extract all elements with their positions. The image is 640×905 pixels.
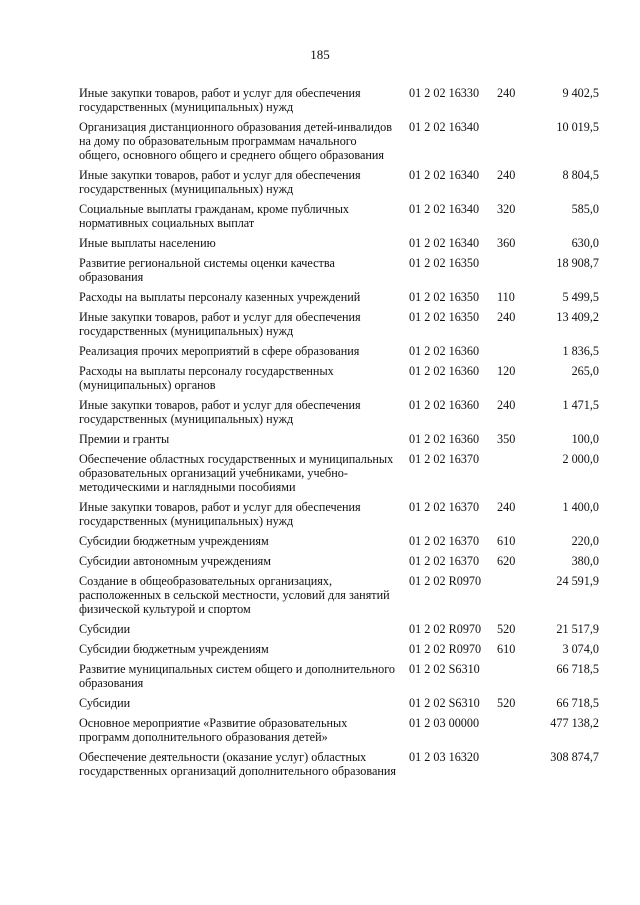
row-code: 01 2 02 16370: [409, 554, 480, 568]
row-description: Основное мероприятие «Развитие образовательных программ дополнительного образования детей»: [79, 716, 348, 744]
row-code: 01 2 02 16330: [409, 86, 480, 100]
row-description: Иные закупки товаров, работ и услуг для обеспечения государственных (муниципальных) нужд: [79, 86, 361, 114]
row-code: 01 2 02 16360: [409, 344, 480, 358]
budget-table: [79, 86, 599, 784]
row-amount: 630,0: [571, 236, 599, 250]
row-description: Субсидии: [79, 622, 131, 636]
table-row: [79, 236, 599, 250]
row-expense-type: 110: [497, 290, 515, 304]
row-expense-type: 240: [497, 168, 516, 182]
row-code: 01 2 02 16350: [409, 290, 480, 304]
row-amount: 5 499,5: [562, 290, 599, 304]
row-description: Иные закупки товаров, работ и услуг для обеспечения государственных (муниципальных) нужд: [79, 398, 361, 426]
table-row: [79, 432, 599, 446]
row-description: Развитие региональной системы оценки качества образования: [79, 256, 335, 284]
table-row: [79, 662, 599, 690]
row-amount: 477 138,2: [550, 716, 599, 730]
table-row: [79, 344, 599, 358]
row-code: 01 2 02 16370: [409, 452, 480, 466]
row-description: Субсидии: [79, 696, 131, 710]
row-amount: 380,0: [571, 554, 599, 568]
row-description: Расходы на выплаты персоналу казенных учреждений: [79, 290, 361, 304]
row-code: 01 2 02 R0970: [409, 622, 482, 636]
table-row: [79, 168, 599, 196]
row-amount: 21 517,9: [556, 622, 599, 636]
row-amount: 9 402,5: [562, 86, 599, 100]
row-description: Обеспечение деятельности (оказание услуг) областных государственных организаций дополнительного образования: [79, 750, 397, 778]
table-row: [79, 120, 599, 162]
row-description: Премии и гранты: [79, 432, 170, 446]
table-row: [79, 574, 599, 616]
table-row: [79, 398, 599, 426]
row-amount: 100,0: [571, 432, 599, 446]
row-amount: 66 718,5: [556, 662, 599, 676]
row-expense-type: 120: [497, 364, 516, 378]
row-code: 01 2 02 R0970: [409, 574, 482, 588]
table-row: [79, 554, 599, 568]
row-code: 01 2 03 16320: [409, 750, 480, 764]
row-code: 01 2 02 16340: [409, 236, 480, 250]
row-code: 01 2 02 S6310: [409, 662, 480, 676]
row-code: 01 2 02 16370: [409, 500, 480, 514]
table-row: [79, 452, 599, 494]
table-row: [79, 364, 599, 392]
table-row: [79, 310, 599, 338]
row-amount: 1 836,5: [562, 344, 599, 358]
row-amount: 66 718,5: [556, 696, 599, 710]
row-expense-type: 320: [497, 202, 516, 216]
table-row: [79, 202, 599, 230]
row-description: Иные закупки товаров, работ и услуг для обеспечения государственных (муниципальных) нужд: [79, 310, 361, 338]
table-row: [79, 696, 599, 710]
table-row: [79, 86, 599, 114]
row-amount: 24 591,9: [556, 574, 599, 588]
row-description: Иные закупки товаров, работ и услуг для обеспечения государственных (муниципальных) нужд: [79, 500, 361, 528]
row-code: 01 2 02 16370: [409, 534, 480, 548]
row-amount: 2 000,0: [562, 452, 599, 466]
row-amount: 13 409,2: [556, 310, 599, 324]
row-expense-type: 610: [497, 534, 516, 548]
row-amount: 308 874,7: [550, 750, 599, 764]
row-description: Реализация прочих мероприятий в сфере образования: [79, 344, 360, 358]
row-description: Создание в общеобразовательных организациях, расположенных в сельской местности, условий для занятий физической культурой и спортом: [79, 574, 390, 616]
row-amount: 10 019,5: [556, 120, 599, 134]
row-description: Субсидии бюджетным учреждениям: [79, 534, 269, 548]
row-description: Развитие муниципальных систем общего и дополнительного образования: [79, 662, 395, 690]
row-expense-type: 620: [497, 554, 516, 568]
row-expense-type: 350: [497, 432, 516, 446]
row-description: Иные закупки товаров, работ и услуг для обеспечения государственных (муниципальных) нужд: [79, 168, 361, 196]
row-amount: 3 074,0: [562, 642, 599, 656]
row-code: 01 2 02 16340: [409, 120, 480, 134]
row-description: Организация дистанционного образования детей-инвалидов на дому по образовательным программам начального общего, основного общего и среднего общего образования: [79, 120, 392, 162]
row-code: 01 2 03 00000: [409, 716, 480, 730]
row-amount: 8 804,5: [562, 168, 599, 182]
row-description: Иные выплаты населению: [79, 236, 216, 250]
row-amount: 18 908,7: [556, 256, 599, 270]
row-description: Субсидии бюджетным учреждениям: [79, 642, 269, 656]
table-row: [79, 290, 599, 304]
row-expense-type: 240: [497, 310, 516, 324]
row-expense-type: 520: [497, 696, 516, 710]
table-row: [79, 622, 599, 636]
row-amount: 1 400,0: [562, 500, 599, 514]
row-expense-type: 240: [497, 398, 516, 412]
row-description: Обеспечение областных государственных и муниципальных образовательных организаций учебниками, учебно-методическими и наглядными пособиями: [79, 452, 394, 494]
row-expense-type: 360: [497, 236, 516, 250]
row-description: Социальные выплаты гражданам, кроме публичных нормативных социальных выплат: [79, 202, 349, 230]
row-code: 01 2 02 16360: [409, 364, 480, 378]
table-row: [79, 534, 599, 548]
row-expense-type: 240: [497, 86, 516, 100]
row-code: 01 2 02 16360: [409, 398, 480, 412]
row-description: Субсидии автономным учреждениям: [79, 554, 271, 568]
row-expense-type: 240: [497, 500, 516, 514]
table-row: [79, 256, 599, 284]
row-expense-type: 520: [497, 622, 516, 636]
row-code: 01 2 02 16350: [409, 256, 480, 270]
row-code: 01 2 02 S6310: [409, 696, 480, 710]
row-amount: 265,0: [571, 364, 599, 378]
table-row: [79, 500, 599, 528]
row-code: 01 2 02 16360: [409, 432, 480, 446]
table-row: [79, 642, 599, 656]
row-code: 01 2 02 16340: [409, 168, 480, 182]
table-row: [79, 750, 599, 778]
row-amount: 220,0: [571, 534, 599, 548]
row-description: Расходы на выплаты персоналу государственных (муниципальных) органов: [79, 364, 334, 392]
row-expense-type: 610: [497, 642, 516, 656]
row-code: 01 2 02 16350: [409, 310, 480, 324]
row-amount: 585,0: [571, 202, 599, 216]
page-number: 185: [310, 47, 330, 62]
row-amount: 1 471,5: [562, 398, 599, 412]
row-code: 01 2 02 16340: [409, 202, 480, 216]
table-row: [79, 716, 599, 744]
row-code: 01 2 02 R0970: [409, 642, 482, 656]
